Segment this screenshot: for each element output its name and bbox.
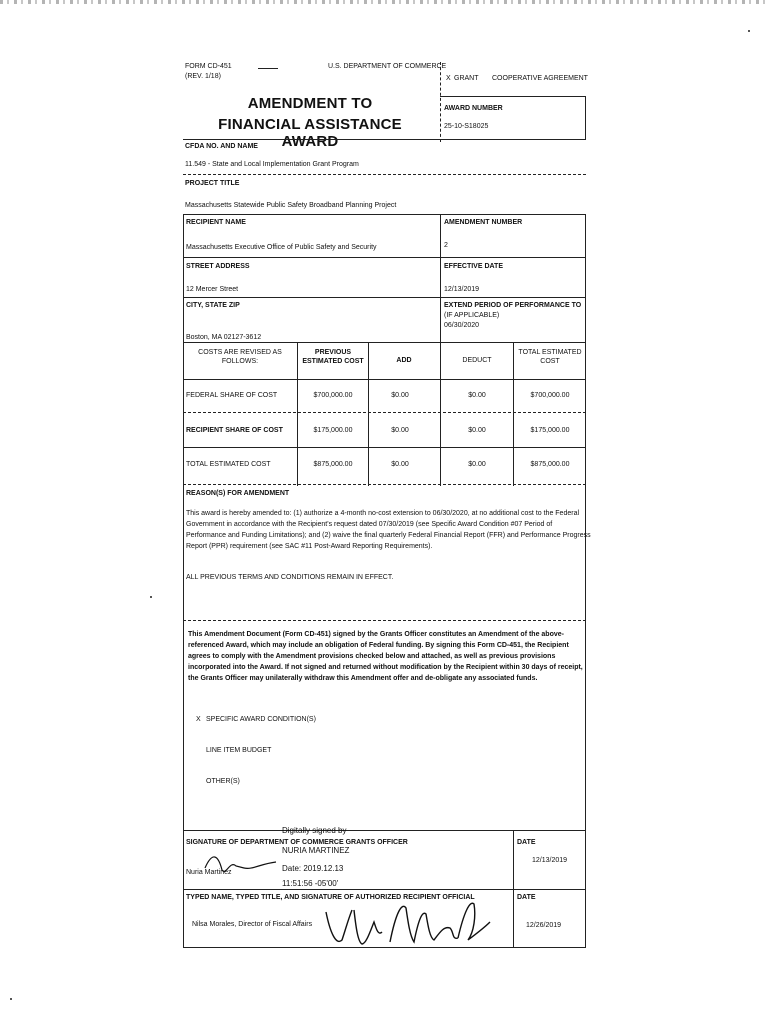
city-state-zip-value: Boston, MA 02127-3612 [186, 334, 262, 341]
recipient-date-label: DATE [517, 894, 536, 901]
digital-signature-line4: 11:51:56 -05'00' [282, 879, 339, 888]
recipient-signature-label: TYPED NAME, TYPED TITLE, AND SIGNATURE OF AUTHORIZED RECIPIENT OFFICIAL [186, 894, 475, 901]
cooperative-agreement-label: COOPERATIVE AGREEMENT [492, 75, 588, 82]
city-state-zip-label: CITY, STATE ZIP [186, 302, 240, 309]
all-previous-terms: ALL PREVIOUS TERMS AND CONDITIONS REMAIN IN EFFECT. [186, 574, 394, 581]
extend-period-sub: (IF APPLICABLE) [444, 312, 500, 319]
doc-handwritten-signature [200, 848, 280, 878]
cost-cell-deduct: $0.00 [468, 392, 486, 399]
grant-checkbox-mark: X [446, 75, 451, 82]
amendment-number-label: AMENDMENT NUMBER [444, 219, 523, 226]
others-label: OTHER(S) [206, 778, 240, 785]
doc-signature-label: SIGNATURE OF DEPARTMENT OF COMMERCE GRANTS OFFICER [186, 839, 408, 846]
cost-header-label: COSTS ARE REVISED AS FOLLOWS: [198, 349, 282, 365]
notice-line: agrees to comply with the Amendment provisions checked below and attached, as well as previous provisions [188, 653, 556, 660]
cost-row-label: TOTAL ESTIMATED COST [186, 461, 271, 468]
cfda-value: 11.549 - State and Local Implementation Grant Program [185, 161, 359, 168]
cost-row-label: RECIPIENT SHARE OF COST [186, 427, 283, 434]
scan-speck [150, 596, 152, 598]
scan-speck [748, 30, 750, 32]
notice-line: referenced Award, which may include an obligation of Federal funding. By signing this Form CD-451, the Recipient [188, 642, 569, 649]
cost-header-total: TOTAL ESTIMATED COST [518, 349, 582, 365]
cost-cell-total: $700,000.00 [530, 392, 570, 399]
award-number-label: AWARD NUMBER [444, 105, 503, 112]
cost-cell-add: $0.00 [391, 427, 409, 434]
reason-line: This award is hereby amended to: (1) authorize a 4-month no-cost extension to 06/30/2020, at no additional cost to the Federal [186, 510, 580, 517]
reason-line: Performance and Funding Limitations); and (2) waive the final quarterly Federal Financial Report (FFR) and Performance Progress [186, 532, 591, 539]
specific-conditions-mark: X [196, 716, 201, 723]
doc-date-label: DATE [517, 839, 536, 846]
reason-line: Report (PPR) requirement (see SAC #11 Post-Award Reporting Requirements). [186, 543, 433, 550]
cost-cell-total: $875,000.00 [530, 461, 570, 468]
recipient-handwritten-signature [318, 892, 498, 952]
effective-date-label: EFFECTIVE DATE [444, 263, 503, 270]
project-title-value: Massachusetts Statewide Public Safety Broadband Planning Project [185, 202, 397, 209]
digital-signature-line1: Digitally signed by [282, 826, 347, 835]
doc-date-value: 12/13/2019 [532, 857, 568, 864]
reason-line: Government in accordance with the Recipient's request dated 07/30/2019 (see Specific Award Condition #07 Period of [186, 521, 553, 528]
recipient-date-value: 12/26/2019 [526, 922, 562, 929]
cfda-label: CFDA NO. AND NAME [185, 143, 258, 150]
specific-conditions-label: SPECIFIC AWARD CONDITION(S) [206, 716, 316, 723]
scan-edge-noise [0, 0, 770, 4]
digital-signature-line2: NURIA MARTINEZ [282, 846, 350, 855]
cost-cell-previous: $700,000.00 [313, 392, 353, 399]
line-item-budget-label: LINE ITEM BUDGET [206, 747, 272, 754]
amendment-number-value: 2 [444, 242, 448, 249]
cost-cell-deduct: $0.00 [468, 461, 486, 468]
cost-cell-previous: $875,000.00 [313, 461, 353, 468]
project-title-label: PROJECT TITLE [185, 180, 240, 187]
notice-line: the Grants Officer may unilaterally withdraw this Amendment offer and de-obligate any associated funds. [188, 675, 538, 682]
cost-header-add: ADD [396, 357, 412, 364]
cost-header-previous: PREVIOUS ESTIMATED COST [302, 349, 364, 365]
reasons-label: REASON(S) FOR AMENDMENT [186, 490, 290, 497]
form-title-line1: AMENDMENT TO [247, 95, 373, 112]
form-title-line2: FINANCIAL ASSISTANCE AWARD [218, 116, 402, 150]
agency-name: U.S. DEPARTMENT OF COMMERCE [328, 63, 447, 70]
cost-cell-previous: $175,000.00 [313, 427, 353, 434]
form-number: FORM CD-451 [185, 63, 232, 70]
recipient-official-name: Nilsa Morales, Director of Fiscal Affairs [192, 921, 313, 928]
extend-period-label: EXTEND PERIOD OF PERFORMANCE TO [444, 302, 582, 309]
cost-header-deduct: DEDUCT [462, 357, 492, 364]
form-revision: (REV. 1/18) [185, 73, 221, 80]
notice-line: incorporated into the Award. If not signed and returned without modification by the Recipient within 30 days of receipt, [188, 664, 583, 671]
digital-signature-line3: Date: 2019.12.13 [282, 864, 344, 873]
extend-period-value: 06/30/2020 [444, 322, 480, 329]
grant-label: GRANT [454, 75, 479, 82]
cost-row-label: FEDERAL SHARE OF COST [186, 392, 278, 399]
cost-cell-add: $0.00 [391, 392, 409, 399]
doc-signer-printed-name: Nuria Martinez [186, 869, 232, 876]
recipient-name-value: Massachusetts Executive Office of Public Safety and Security [186, 244, 377, 251]
notice-line: This Amendment Document (Form CD-451) signed by the Grants Officer constitutes an Amendment of the above- [188, 631, 564, 638]
recipient-name-label: RECIPIENT NAME [186, 219, 246, 226]
cost-cell-total: $175,000.00 [530, 427, 570, 434]
cost-cell-deduct: $0.00 [468, 427, 486, 434]
cost-cell-add: $0.00 [391, 461, 409, 468]
street-address-value: 12 Mercer Street [186, 286, 239, 293]
effective-date-value: 12/13/2019 [444, 286, 480, 293]
award-number-value: 25-10-S18025 [444, 123, 489, 130]
street-address-label: STREET ADDRESS [186, 263, 250, 270]
scan-speck [10, 998, 12, 1000]
